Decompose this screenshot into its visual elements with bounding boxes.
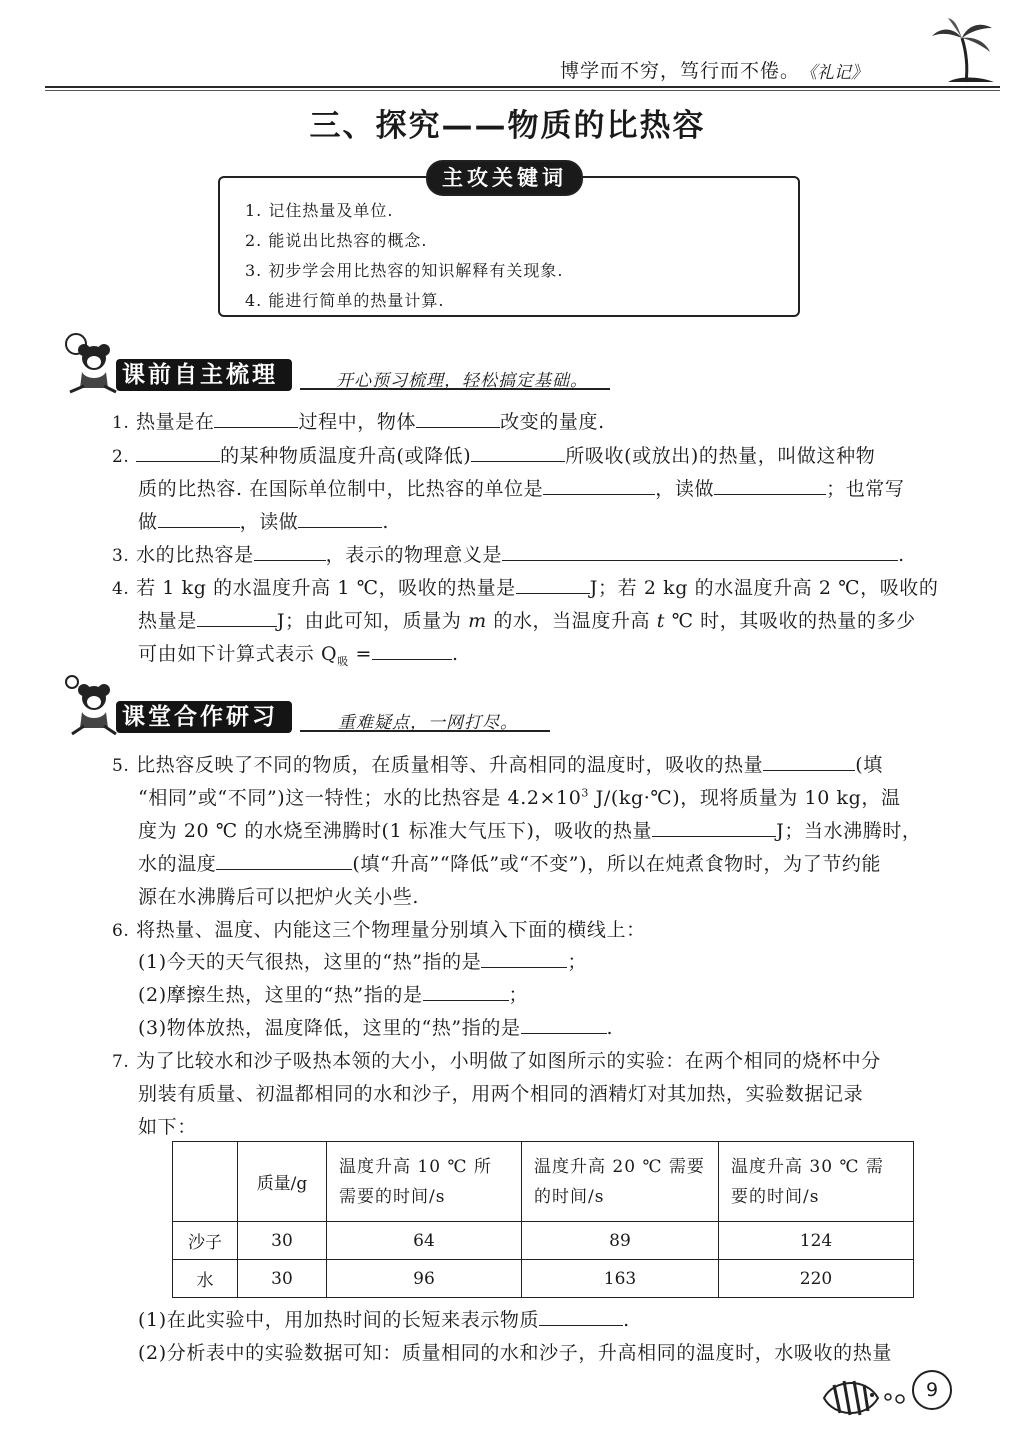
question-text: ，读做 (655, 478, 715, 500)
answer-blank[interactable] (216, 851, 352, 870)
table-header-cell: 温度升高 20 ℃ 需要的时间/s (522, 1142, 719, 1222)
question-text: 若 1 kg 的水温度升高 1 ℃，吸收的热量是 (136, 577, 516, 599)
answer-blank[interactable] (763, 752, 855, 771)
question-text: . (382, 511, 390, 533)
question-text: (1)在此实验中，用加热时间的长短来表示物质 (138, 1309, 540, 1331)
table-header-row (173, 1142, 914, 1222)
table-header-cell: 温度升高 30 ℃ 需要的时间/s (719, 1142, 914, 1222)
question-text: 为了比较水和沙子吸热本领的大小，小明做了如图所示的实验：在两个相同的烧杯中分 (136, 1050, 881, 1072)
question-text: 比热容反映了不同的物质，在质量相等、升高相同的温度时，吸收的热量 (136, 754, 764, 776)
question-7-line3: 如下： (138, 1116, 197, 1138)
question-text: (1)今天的天气很热，这里的“热”指的是 (138, 951, 482, 973)
question-text: 热量是在 (136, 411, 215, 433)
question-text: 可由如下计算式表示 Q (138, 643, 338, 665)
header-motto-source: 《礼记》 (800, 63, 868, 83)
mascot-icon (60, 672, 122, 738)
question-7-line2: 别装有质量、初温都相同的水和沙子，用两个相同的酒精灯对其加热，实验数据记录 (138, 1083, 864, 1105)
table-header-cell: 温度升高 10 ℃ 所需要的时间/s (327, 1142, 522, 1222)
question-text: “相同”或“不同”)这一特性；水的比热容是 4.2×10 (138, 787, 582, 809)
question-number: 6. (112, 921, 130, 941)
superscript: 3 (581, 786, 590, 800)
question-text: ，读做 (239, 511, 299, 533)
variable-t: t (656, 610, 666, 632)
answer-blank[interactable] (543, 476, 655, 495)
subscript: 吸 (337, 654, 349, 668)
header-rule-thin (45, 90, 1000, 91)
table-row (173, 1260, 914, 1298)
question-text: J；由此可知，质量为 (276, 610, 462, 632)
question-text: J/(kg·℃)，现将质量为 10 kg，温 (589, 787, 901, 809)
question-3 (112, 540, 905, 567)
question-text: . (452, 643, 459, 665)
question-7-sub2: (2)分析表中的实验数据可知：质量相同的水和沙子，升高相同的温度时，水吸收的热量 (138, 1342, 892, 1364)
question-2 (112, 441, 875, 468)
question-text: (填 (855, 754, 883, 776)
question-2-line2 (138, 474, 905, 501)
answer-blank[interactable] (254, 542, 326, 561)
table-cell: 89 (522, 1222, 719, 1260)
section-subtitle: 开心预习梳理，轻松搞定基础。 (336, 371, 588, 391)
table-cell: 124 (719, 1222, 914, 1260)
answer-blank[interactable] (471, 443, 565, 462)
answer-blank[interactable] (714, 476, 826, 495)
table-cell: 96 (327, 1260, 522, 1298)
question-text: ； (567, 951, 587, 973)
question-7 (112, 1046, 881, 1073)
answer-blank[interactable] (372, 641, 452, 660)
key-goal-item: 1. 记住热量及单位. (245, 201, 394, 220)
key-goal-item: 4. 能进行简单的热量计算. (245, 291, 445, 310)
answer-blank[interactable] (298, 509, 382, 528)
question-6-sub1 (138, 947, 587, 974)
question-text: . (898, 544, 905, 566)
question-text: 所吸收(或放出)的热量，叫做这种物 (565, 445, 876, 467)
question-text: 水的比热容是 (136, 544, 254, 566)
answer-blank[interactable] (136, 443, 220, 462)
question-5-line3 (138, 816, 922, 843)
table-cell: 沙子 (173, 1222, 238, 1260)
question-text: 将热量、温度、内能这三个物理量分别填入下面的横线上： (136, 919, 646, 941)
question-text: J；当水沸腾时， (776, 820, 922, 842)
question-5-line2 (138, 783, 901, 810)
question-text: 的水，当温度升高 (493, 610, 651, 632)
question-text: 热量是 (138, 610, 197, 632)
variable-m: m (468, 610, 487, 632)
question-6-sub2 (138, 980, 528, 1007)
question-text: ； (508, 984, 529, 1006)
question-number: 3. (112, 546, 130, 566)
answer-blank[interactable] (652, 818, 776, 837)
section-banner-classroom: 课堂合作研习 (116, 701, 292, 733)
palm-tree-icon (928, 16, 998, 86)
key-goal-item: 2. 能说出比热容的概念. (245, 231, 428, 250)
question-6-sub3 (138, 1013, 613, 1040)
table-cell: 163 (522, 1260, 719, 1298)
section-banner-preview: 课前自主梳理 (116, 359, 292, 391)
question-text: 质的比热容. 在国际单位制中，比热容的单位是 (138, 478, 544, 500)
table-header-cell (173, 1142, 238, 1222)
answer-blank[interactable] (423, 982, 509, 1001)
question-7-sub1 (138, 1305, 630, 1332)
table-row (173, 1222, 914, 1260)
question-text: . (623, 1309, 630, 1331)
answer-blank[interactable] (416, 409, 500, 428)
question-text: 做 (138, 511, 158, 533)
question-number: 2. (112, 447, 130, 467)
table-cell: 64 (327, 1222, 522, 1260)
question-4-line2 (138, 606, 916, 633)
question-text: 的某种物质温度升高(或降低) (220, 445, 472, 467)
question-4-line3 (138, 639, 459, 669)
question-1 (112, 407, 605, 434)
question-number: 1. (112, 413, 130, 433)
page-number: 9 (912, 1370, 952, 1410)
question-6 (112, 915, 646, 942)
answer-blank[interactable] (214, 409, 298, 428)
mascot-icon (60, 330, 122, 396)
key-goals-badge: 主攻关键词 (426, 160, 583, 196)
question-number: 4. (112, 579, 130, 599)
answer-blank[interactable] (481, 949, 567, 968)
answer-blank[interactable] (521, 1015, 607, 1034)
table-cell: 30 (238, 1260, 327, 1298)
answer-blank[interactable] (516, 575, 590, 594)
question-number: 5. (112, 756, 130, 776)
table-cell: 30 (238, 1222, 327, 1260)
question-text: 水的温度 (138, 853, 217, 875)
question-number: 7. (112, 1052, 130, 1072)
question-text: (3)物体放热，温度降低，这里的“热”指的是 (138, 1017, 521, 1039)
question-text: 改变的量度. (500, 411, 605, 433)
fish-icon (820, 1375, 912, 1421)
page-title: 三、探究——物质的比热容 (309, 108, 706, 144)
question-4 (112, 573, 939, 600)
answer-blank[interactable] (539, 1307, 623, 1326)
question-text: J；若 2 kg 的水温度升高 2 ℃，吸收的 (589, 577, 939, 599)
question-text: = (355, 643, 372, 665)
question-text: ，表示的物理意义是 (325, 544, 503, 566)
question-5-line5: 源在水沸腾后可以把炉火关小些. (138, 886, 420, 908)
experiment-table (172, 1141, 914, 1298)
header-rule (45, 86, 1000, 88)
answer-blank[interactable] (197, 608, 277, 627)
key-goal-item: 3. 初步学会用比热容的知识解释有关现象. (245, 261, 564, 280)
answer-blank[interactable] (502, 542, 898, 561)
header-motto: 博学而不穷，笃行而不倦。 (560, 60, 801, 82)
table-cell: 水 (173, 1260, 238, 1298)
question-text: ；也常写 (826, 478, 905, 500)
question-text: . (606, 1017, 614, 1039)
question-5 (112, 750, 883, 777)
table-cell: 220 (719, 1260, 914, 1298)
question-2-line3 (138, 507, 389, 534)
question-text: 度为 20 ℃ 的水烧至沸腾时(1 标准大气压下)，吸收的热量 (138, 820, 653, 842)
question-text: 过程中，物体 (298, 411, 417, 433)
question-5-line4 (138, 849, 881, 876)
answer-blank[interactable] (158, 509, 240, 528)
table-header-cell: 质量/g (238, 1142, 327, 1222)
question-text: ℃ 时，其吸收的热量的多少 (671, 610, 916, 632)
question-text: (2)摩擦生热，这里的“热”指的是 (138, 984, 423, 1006)
question-text: (填“升高”“降低”或“不变”)，所以在炖煮食物时，为了节约能 (352, 853, 882, 875)
section-subtitle: 重难疑点，一网打尽。 (338, 713, 518, 733)
